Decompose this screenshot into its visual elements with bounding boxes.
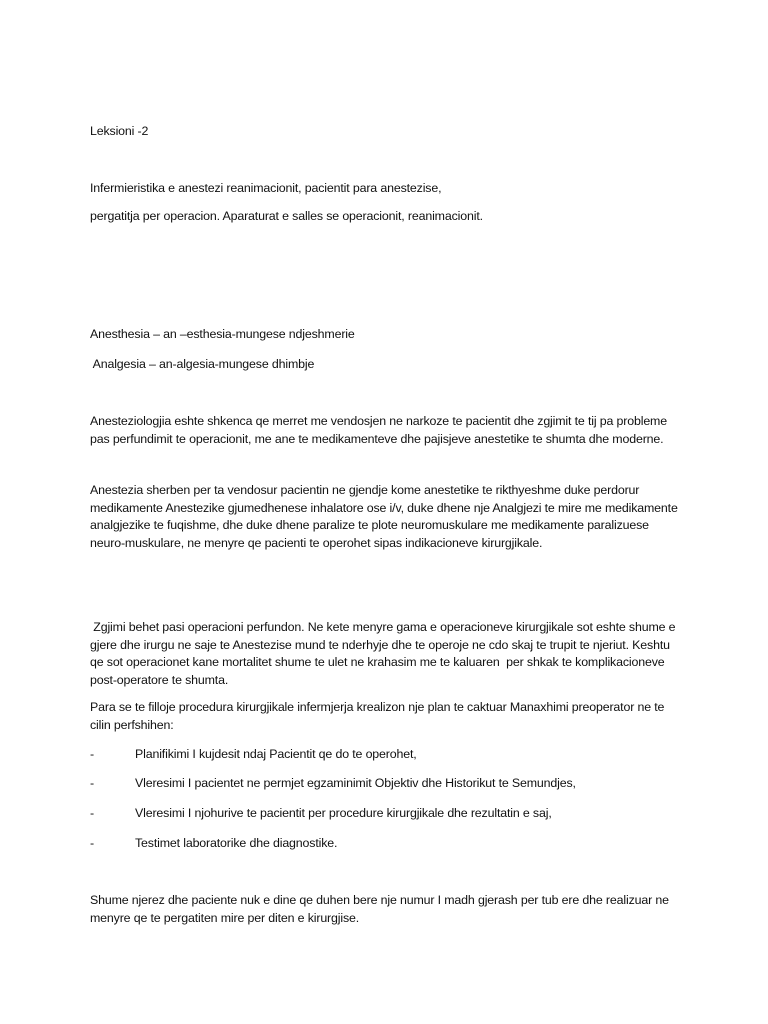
paragraph-closing	[90, 892, 680, 927]
paragraph-anestezia	[90, 482, 680, 552]
bullet-dash: -	[90, 776, 95, 790]
definition-analgesia: Analgesia – an-algesia-mungese dhimbje	[90, 357, 315, 371]
paragraph-para-se	[90, 699, 680, 734]
paragraph-anesteziologjia	[90, 413, 680, 448]
paragraph-text: Anestezia sherben per ta vendosur pacientin ne gjendje kome anestetike te rikthyeshme duke perdorur medikamente Anestezike gjumedhenese inhalatore ose i/v, duke dhene nje Analgjezi te mire me medikamente analgjezike te fuqishme, dhe duke dhene paralize te plote neuromuskulare me medikamente paralizuese neuro-muskulare, ne menyre qe pacienti te operohet sipas indikacioneve kirurgjikale.	[90, 483, 678, 550]
title-line-1: Infermieristika e anestezi reanimacionit, pacientit para anestezise,	[90, 181, 442, 195]
title-line-2: pergatitja per operacion. Aparaturat e salles se operacionit, reanimacionit.	[90, 209, 483, 223]
bullet-dash: -	[90, 836, 95, 850]
lesson-heading: Leksioni -2	[90, 124, 149, 138]
paragraph-text: Para se te filloje procedura kirurgjikale infermjerja krealizon nje plan te caktuar Manaxhimi preoperator ne te cilin perfshihen:	[90, 700, 665, 732]
paragraph-text: Zgjimi behet pasi operacioni perfundon. Ne kete menyre gama e operacioneve kirurgjikale sot eshte shume e gjere dhe irurgu ne saje te Anestezise mund te nderhyje dhe te operoje ne cdo skaj te trupit te njeriut. Keshtu qe sot operacionet kane mortalitet shume te ulet ne krahasim me te kaluaren per shkak te komplikacioneve post-operatore te shumta.	[90, 620, 679, 687]
bullet-item: Vleresimi I pacientet ne permjet egzaminimit Objektiv dhe Historikut te Semundjes,	[135, 776, 576, 790]
bullet-dash: -	[90, 806, 95, 820]
bullet-dash: -	[90, 747, 95, 761]
bullet-item: Vleresimi I njohurive te pacientit per procedure kirurgjikale dhe rezultatin e saj,	[135, 806, 552, 820]
paragraph-text: Shume njerez dhe paciente nuk e dine qe duhen bere nje numur I madh gjerash per tub ere dhe realizuar ne menyre qe te pergatiten mire per diten e kirurgjise.	[90, 893, 669, 925]
bullet-item: Testimet laboratorike dhe diagnostike.	[135, 836, 338, 850]
bullet-item: Planifikimi I kujdesit ndaj Pacientit qe do te operohet,	[135, 747, 417, 761]
paragraph-text: Anesteziologjia eshte shkenca qe merret me vendosjen ne narkoze te pacientit dhe zgjimit te tij pa probleme pas perfundimit te operacionit, me ane te medikamenteve dhe pajisjeve anestetike te shumta dhe moderne.	[90, 414, 667, 446]
definition-anesthesia: Anesthesia – an –esthesia-mungese ndjeshmerie	[90, 327, 355, 341]
